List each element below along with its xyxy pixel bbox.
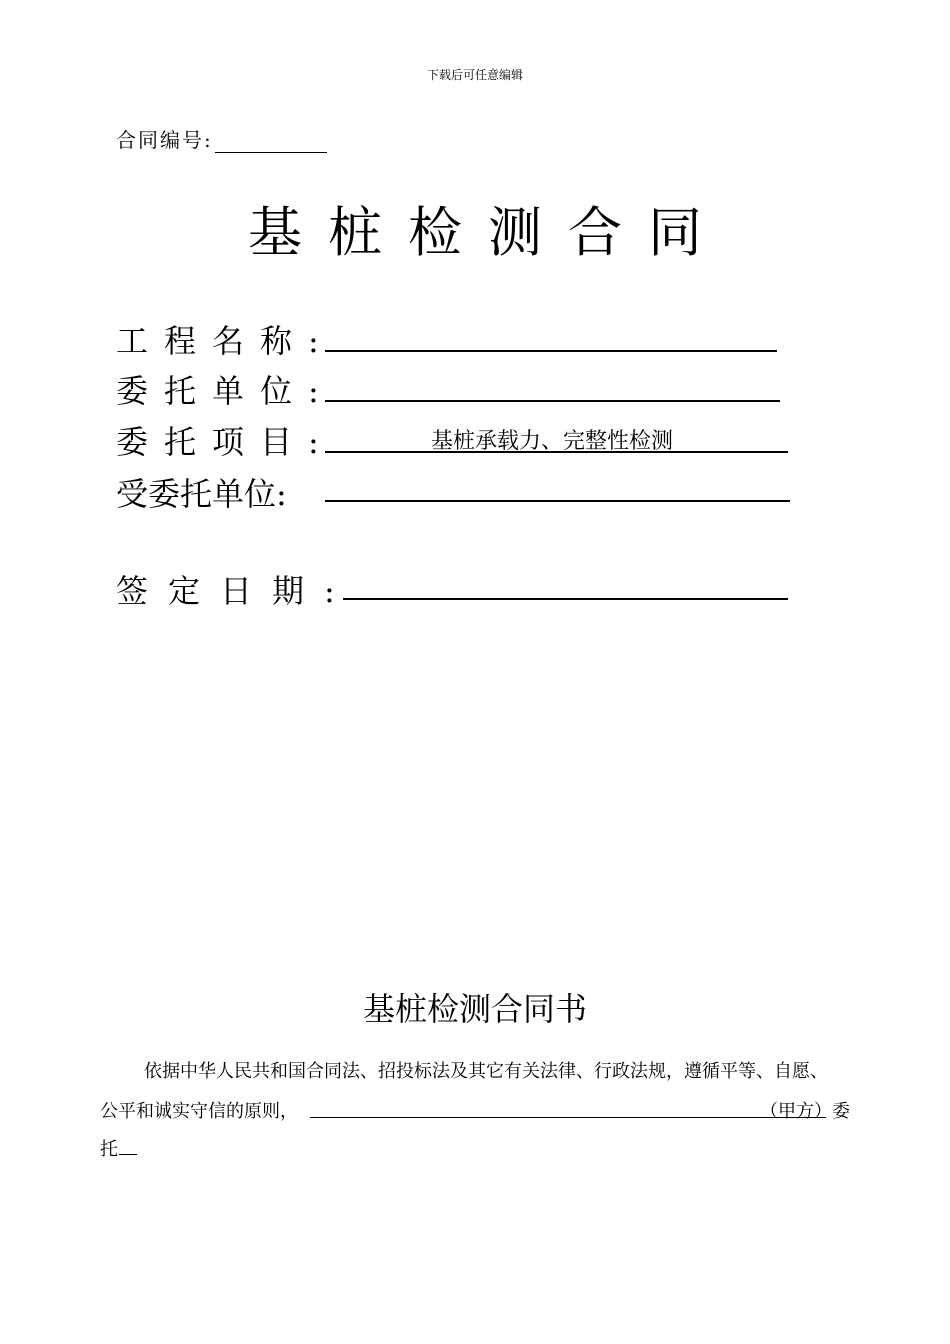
field-label-signing-date: 签定日期: xyxy=(116,572,355,610)
body-paragraph-line-1: 依据中华人民共和国合同法、招投标法及其它有关法律、行政法规，遵循平等、自愿、 xyxy=(144,1061,828,1082)
field-line-project-name xyxy=(325,350,777,352)
body-paragraph-line-3: 托 xyxy=(100,1139,118,1160)
contract-number-label: 合同编号: xyxy=(116,128,213,152)
field-label-client: 委托单位: xyxy=(116,372,335,410)
body-paragraph-line-2-prefix: 公平和诚实守信的原则， xyxy=(100,1101,298,1122)
party-a-blank-line[interactable] xyxy=(310,1117,826,1118)
section-title: 基桩检测合同书 xyxy=(362,990,587,1028)
field-line-signing-date xyxy=(343,598,788,600)
header-note: 下载后可任意编辑 xyxy=(426,68,523,82)
field-line-client xyxy=(325,400,780,402)
contract-number-blank[interactable] xyxy=(215,132,327,153)
cover-title: 基桩检测合同 xyxy=(248,201,728,264)
contract-number xyxy=(116,124,327,153)
field-value-commissioned-item[interactable]: 基桩承载力、完整性检测 xyxy=(430,429,673,454)
field-label-project-name: 工程名称: xyxy=(116,322,335,360)
party-b-blank-line[interactable] xyxy=(119,1154,137,1155)
body-paragraph-line-2-suffix: （甲方）委 xyxy=(760,1101,850,1122)
field-label-commissioned-item: 委托项目: xyxy=(116,423,335,461)
field-line-contractor xyxy=(325,500,790,502)
field-label-contractor: 受委托单位: xyxy=(116,475,287,513)
